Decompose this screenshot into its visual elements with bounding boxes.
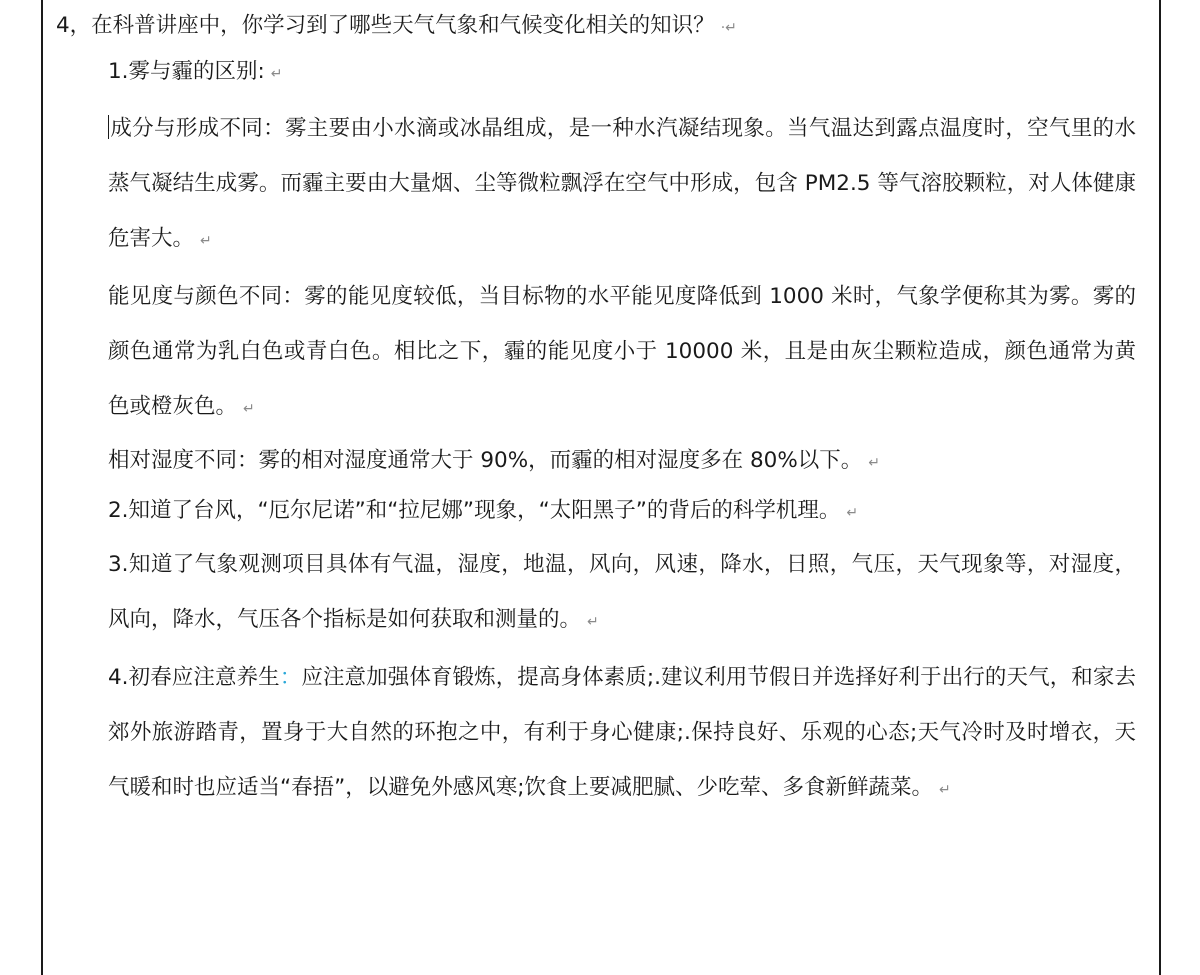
paragraph-mark: ↵	[200, 233, 212, 249]
right-page-border	[1159, 0, 1161, 975]
question-paragraph-mark: ·↵	[720, 20, 737, 36]
section-heading-fog-haze	[56, 50, 1136, 96]
item-3-observation	[56, 537, 1136, 650]
item-4-lead-text: 4.初春应注意养生	[108, 665, 280, 690]
left-page-border	[41, 0, 43, 975]
item-2-phenomena	[56, 487, 1136, 537]
text-cursor	[108, 115, 109, 139]
question-text: 4，在科普讲座中，你学习到了哪些天气气象和气候变化相关的知识？	[56, 13, 715, 38]
document-body[interactable]	[56, 4, 1136, 818]
paragraph-visibility	[56, 269, 1136, 437]
paragraph-mark: ↵	[939, 782, 951, 798]
paragraph-mark: ↵	[270, 66, 283, 82]
item-4-colon: ：	[279, 665, 302, 690]
item-4-body-text: 应注意加强体育锻炼，提高身体素质;.建议利用节假日并选择好利于出行的天气，和家去郊外旅游踏青，置身于大自然的环抱之中，有利于身心健康;.保持良好、乐观的心态;天气冷时及时增衣，天气暖和时也应适当“春捂”，以避免外感风寒;饮食上要减肥腻、少吃荤、多食新鲜蔬菜。	[108, 665, 1136, 800]
item-4-spring-health	[56, 650, 1136, 818]
paragraph-mark: ↵	[243, 401, 255, 417]
paragraph-mark: ↵	[846, 505, 859, 521]
paragraph-mark: ↵	[587, 614, 599, 630]
section-heading-text: 1.雾与霾的区别:	[108, 59, 265, 84]
paragraph-visibility-text: 能见度与颜色不同：雾的能见度较低，当目标物的水平能见度降低到 1000 米时，气象学便称其为雾。雾的颜色通常为乳白色或青白色。相比之下，霾的能见度小于 10000 米，且是由灰尘颗粒造成，颜色通常为黄色或橙灰色。	[108, 284, 1136, 419]
item-3-text: 3.知道了气象观测项目具体有气温，湿度，地温，风向，风速，降水，日照，气压，天气现象等，对湿度，风向，降水，气压各个指标是如何获取和测量的。	[108, 552, 1136, 632]
paragraph-composition	[56, 101, 1136, 269]
paragraph-humidity	[56, 437, 1136, 487]
paragraph-humidity-text: 相对湿度不同：雾的相对湿度通常大于 90%，而霾的相对湿度多在 80%以下。	[108, 448, 863, 473]
paragraph-composition-text: 成分与形成不同：雾主要由小水滴或冰晶组成，是一种水汽凝结现象。当气温达到露点温度时，空气里的水蒸气凝结生成雾。而霾主要由大量烟、尘等微粒飘浮在空气中形成，包含 PM2.5 等气溶胶颗粒，对人体健康危害大。	[108, 116, 1136, 251]
item-2-text: 2.知道了台风，“厄尔尼诺”和“拉尼娜”现象，“太阳黑子”的背后的科学机理。	[108, 498, 841, 523]
paragraph-mark: ↵	[868, 455, 880, 471]
question-heading	[56, 4, 1136, 50]
